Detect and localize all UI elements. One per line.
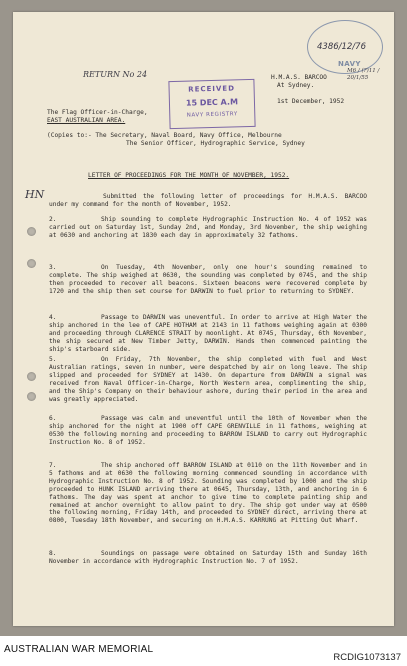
return-number-note: RETURN No 24 <box>83 70 148 79</box>
ship-location: At Sydney. <box>277 82 315 89</box>
paragraph-text: Passage was calm and uneventful until the 10th of November when the ship anchored for the night at 1900 off CAPE GRENVILLE in 11 fathoms, weighing at 0530 the following morning and proceeding to BARROW ISLAND to carry out Hydrographic Instruction No. 8 of 1952. <box>49 415 367 446</box>
institution-label: AUSTRALIAN WAR MEMORIAL <box>4 644 154 655</box>
punch-hole <box>27 372 36 381</box>
archive-footer <box>0 636 407 666</box>
paragraph-2 <box>49 216 367 240</box>
paragraph-number: 6. <box>49 415 57 422</box>
paragraph-number: 2. <box>49 216 57 223</box>
addressee-line-1: The Flag Officer-in-Charge, <box>47 109 148 116</box>
record-id: RCDIG1073137 <box>333 652 401 663</box>
paragraph-number: 4. <box>49 314 57 321</box>
paragraph-1 <box>49 193 367 209</box>
paragraph-6 <box>49 415 367 447</box>
paragraph-text: The ship anchored off BARROW ISLAND at 0110 on the 11th November and in 5 fathoms and at 0630 the following morning commenced sounding in accordance with Hydrographic Instruction No. 8 of 1952. Sounding was completed by 1000 and the ship proceeded to HUNK ISLAND arriving there at 0645, Thursday, 13th, and anchoring in 6 fathoms. The day was spent at anchor to give time to complete painting ship and remained at anchor overnight to allow paint to dry. The ship got under way at 0500 the following morning, Friday 14th, and proceeded to SYDNEY direct, arriving there at 0800, Tuesday 18th November, and securing on H.M.A.S. KARRUNG at Pitting Out Wharf. <box>49 462 367 525</box>
document-page <box>13 12 394 626</box>
received-stamp-date: 15 DEC A.M <box>185 97 239 108</box>
paragraph-text: Ship sounding to complete Hydrographic Instruction No. 4 of 1952 was carried out on Saturday 1st, Sunday 2nd, and Monday, 3rd November, the ship weighing at 0630 and anchoring at 1830 each day in approximately 32 fathoms. <box>49 216 367 239</box>
paragraph-4 <box>49 314 367 354</box>
paragraph-number: 3. <box>49 264 57 271</box>
paragraph-5 <box>49 356 367 403</box>
handwritten-initials: HN <box>25 188 45 201</box>
paragraph-number: 8. <box>49 550 57 557</box>
addressee-line-2: EAST AUSTRALIAN AREA. <box>47 117 126 124</box>
paragraph-text: On Tuesday, 4th November, only one hour's sounding remained to complete. The ship weighed at 0630, the sounding was completed by 0745, and the ship then proceeded to recover all beacons. Sixteen beacons were recovered complete by 1720 and the ship then set course for DARWIN to fuel prior to returning to SYDNEY. <box>49 264 367 295</box>
margin-note: M6 / (?)11 / 20/1/55 <box>347 68 380 81</box>
punch-hole <box>27 259 36 268</box>
reference-number: 4386/12/76 <box>317 42 366 52</box>
letter-date: 1st December, 1952 <box>277 98 345 105</box>
paragraph-number: 5. <box>49 356 57 363</box>
copies-line-1: (Copies to:- The Secretary, Naval Board, Navy Office, Melbourne <box>47 132 282 139</box>
paragraph-3 <box>49 264 367 296</box>
paragraph-text: Submitted the following letter of proceedings for H.M.A.S. BARCOO under my command for the month of November, 1952. <box>49 193 367 208</box>
paragraph-7 <box>49 462 367 525</box>
received-stamp <box>168 79 255 129</box>
paragraph-number: 7. <box>49 462 57 469</box>
punch-hole <box>27 392 36 401</box>
paragraph-text: Soundings on passage were obtained on Saturday 15th and Sunday 16th November in accordance with Hydrographic Instruction No. 7 of 1952. <box>49 550 367 565</box>
punch-hole <box>27 227 36 236</box>
received-stamp-title: RECEIVED <box>188 84 236 94</box>
paragraph-text: On Friday, 7th November, the ship completed with fuel and West Australian ratings, seven in number, were despatched by air on long leave. The ship slipped and proceeded for SYDNEY at 1430. On departure from DARWIN a signal was received from Naval Officer-in-Charge, North Western area, complimenting the ship, and the Ship's Company on their behaviour ashore, during their period in the area and was greatly appreciated. <box>49 356 367 403</box>
ship-name: H.M.A.S. BARCOO <box>271 74 327 81</box>
received-stamp-registry: NAVY REGISTRY <box>186 111 238 119</box>
copies-line-2: The Senior Officer, Hydrographic Service, Sydney <box>126 140 305 147</box>
paragraph-text: Passage to DARWIN was uneventful. In order to arrive at High Water the ship anchored in the lee of CAPE HOTHAM at 2143 in 11 fathoms weighing again at 0300 and proceeding through CLARENCE STRAIT by moonlight. At 0745, Thursday, 6th November, the ship secured at New Timber Jetty, DARWIN. Hands then commenced painting the ship's starboard side. <box>49 314 367 353</box>
navy-office-stamp: NAVY <box>338 60 361 68</box>
letter-subject: LETTER OF PROCEEDINGS FOR THE MONTH OF NOVEMBER, 1952. <box>88 172 290 179</box>
paragraph-8 <box>49 550 367 566</box>
